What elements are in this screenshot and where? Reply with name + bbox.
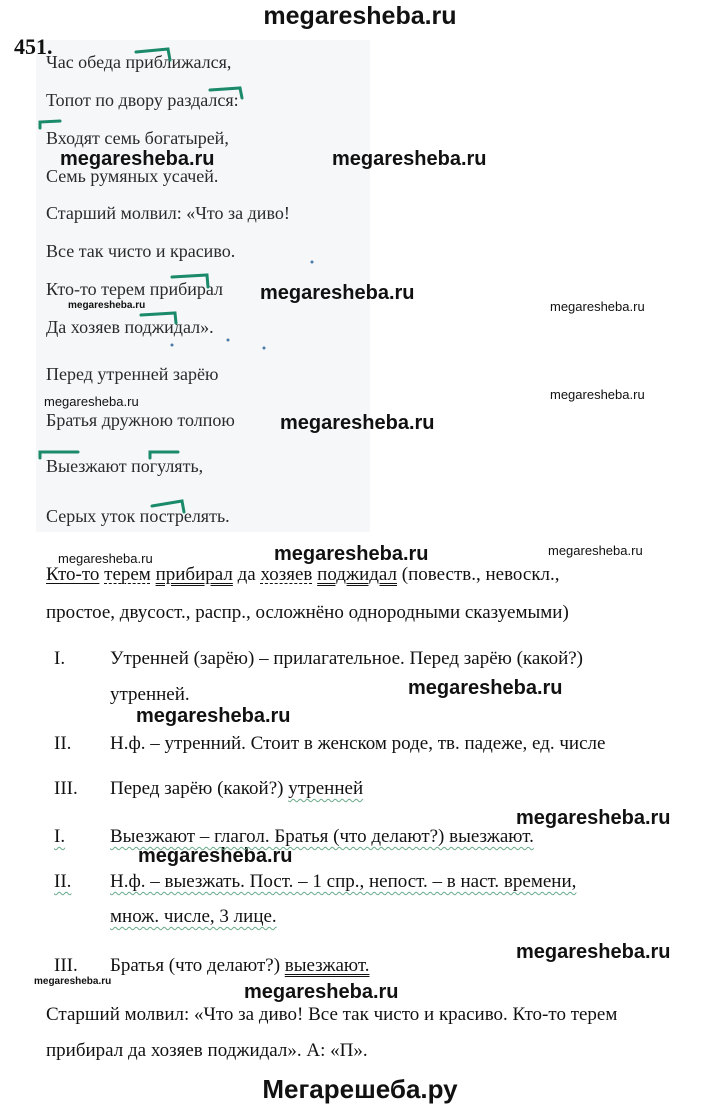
item-text: Выезжают – глагол. Братья (что делают?) выезжают. (110, 826, 534, 847)
item-text (110, 955, 369, 977)
watermark: megaresheba.ru (280, 412, 435, 434)
poem-line: Входят семь богатырей, (46, 128, 229, 148)
item-text: Н.ф. – утренний. Стоит в женском роде, тв. падеже, ед. числе (110, 733, 606, 754)
item-number: I. (54, 826, 66, 847)
poem-line: Семь румяных усачей. (46, 166, 219, 186)
item-number: III. (54, 955, 78, 976)
poem-line: Все так чисто и красиво. (46, 241, 236, 261)
watermark: megaresheba.ru (60, 148, 215, 170)
watermark: megaresheba.ru (274, 543, 429, 565)
object-word: терем (104, 564, 151, 585)
predicate-word: поджидал (317, 564, 397, 585)
watermark: megaresheba.ru (408, 677, 563, 699)
poem-line: Серых уток пострелять. (46, 506, 230, 526)
watermark: megaresheba.ru (138, 845, 293, 867)
watermark: megaresheba.ru (34, 976, 112, 987)
poem-line: Братья дружною толпою (46, 410, 235, 430)
sentence-characteristics: (повеств., невоскл., (401, 564, 560, 585)
item-text: Н.ф. – выезжать. Пост. – 1 спр., непост. – в наст. времени, (110, 871, 577, 892)
watermark-bottom: Мегарешеба.ру (262, 1074, 458, 1104)
watermark: megaresheba.ru (136, 705, 291, 727)
item-question: Перед зарёю (какой?) (110, 778, 284, 799)
item-text (110, 778, 363, 800)
object-word: хозяев (260, 564, 313, 585)
analysis-characteristics: простое, двусост., распр., осложнёно однородными сказуемыми) (46, 602, 569, 623)
item-text: множ. числе, 3 лице. (110, 906, 277, 927)
final-text: прибирал да хозяев поджидал». А: «П». (46, 1040, 368, 1061)
watermark: megaresheba.ru (332, 148, 487, 170)
conjunction-word: да (237, 564, 256, 585)
watermark: megaresheba.ru (68, 300, 146, 311)
predicate-word: выезжают. (284, 955, 370, 976)
poem-line: Час обеда приближался, (46, 52, 232, 72)
watermark: megaresheba.ru (548, 543, 643, 558)
watermark: megaresheba.ru (516, 807, 671, 829)
watermark: megaresheba.ru (516, 941, 671, 963)
task-number: 451. (14, 34, 53, 59)
final-text: Старший молвил: «Что за диво! Все так чисто и красиво. Кто-то терем (46, 1004, 618, 1025)
poem-line: Перед утренней зарёю (46, 364, 219, 384)
predicate-word: прибирал (155, 564, 233, 585)
poem-line: Да хозяев поджидал». (46, 317, 214, 337)
definition-word: утренней (288, 778, 364, 799)
watermark: megaresheba.ru (550, 387, 645, 402)
item-number: III. (54, 778, 78, 799)
item-question: Братья (что делают?) (110, 955, 281, 976)
watermark-top: megaresheba.ru (263, 2, 457, 30)
item-number: II. (54, 871, 72, 892)
subject-word: Кто-то (46, 564, 100, 585)
watermark: megaresheba.ru (550, 299, 645, 314)
poem-line: Выезжают погулять, (46, 456, 204, 476)
poem-line: Топот по двору раздался: (46, 90, 239, 110)
poem-line: Кто-то терем прибирал (46, 279, 223, 299)
watermark: megaresheba.ru (44, 394, 139, 409)
watermark: megaresheba.ru (58, 551, 153, 566)
item-number: I. (54, 648, 66, 669)
item-text: утренней. (110, 684, 190, 705)
poem-line: Старший молвил: «Что за диво! (46, 203, 290, 223)
item-number: II. (54, 733, 72, 754)
watermark: megaresheba.ru (244, 981, 399, 1003)
watermark: megaresheba.ru (260, 282, 415, 304)
item-text: Утренней (зарёю) – прилагательное. Перед зарёю (какой?) (110, 648, 583, 669)
analysis-sentence (46, 564, 560, 586)
